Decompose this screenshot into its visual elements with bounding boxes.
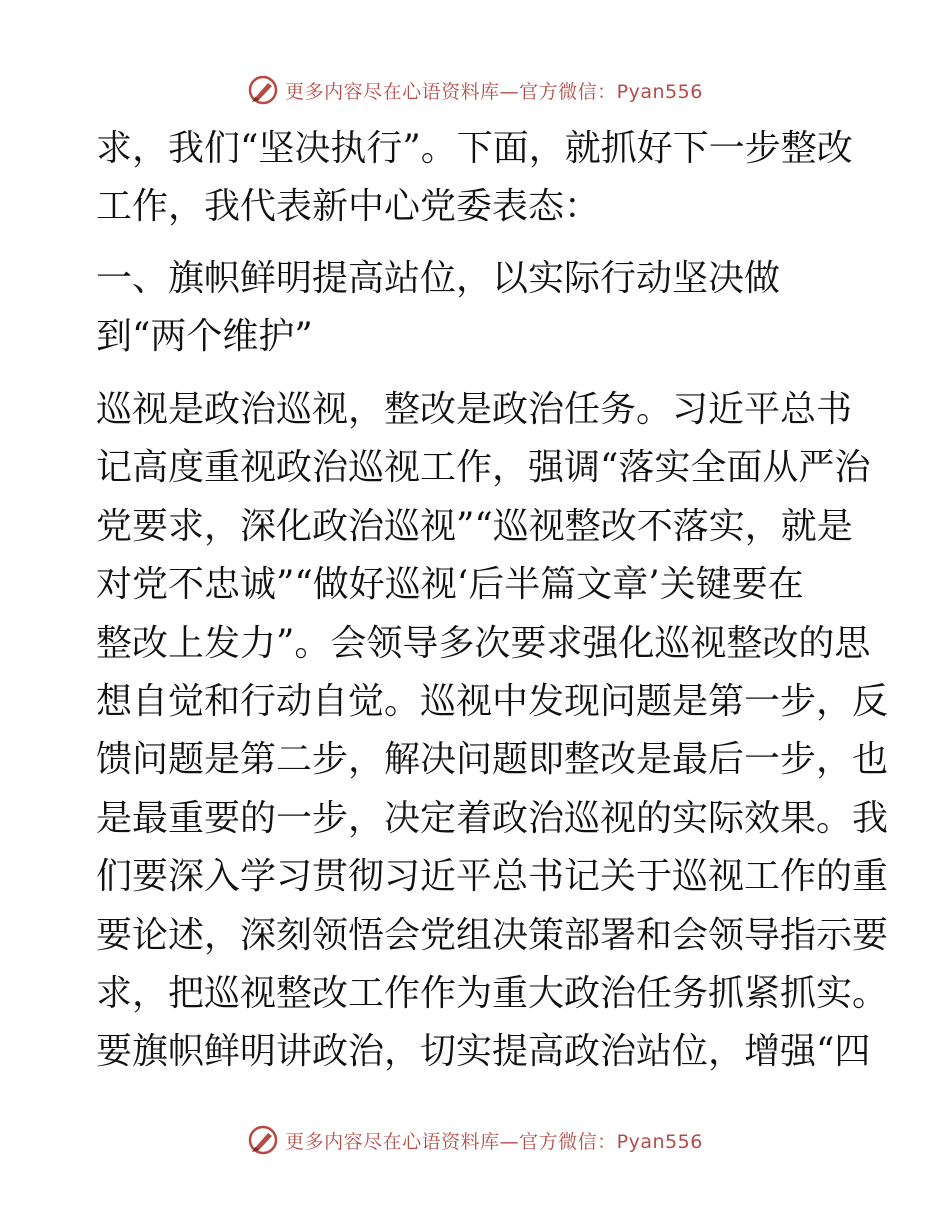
body-line: 整改上发力”。会领导多次要求强化巡视整改的思 [96, 623, 871, 664]
body-line: 们要深入学习贯彻习近平总书记关于巡视工作的重 [96, 856, 889, 897]
intro-line: 工作，我代表新中心党委表态： [96, 186, 601, 227]
section-heading-line: 一、旗帜鲜明提高站位，以实际行动坚决做 [96, 258, 781, 299]
body-line: 要论述，深刻领悟会党组决策部署和会领导指示要 [96, 915, 889, 956]
body-line: 是最重要的一步，决定着政治巡视的实际效果。我 [96, 798, 889, 839]
watermark-text: 更多内容尽在心语资料库—官方微信：Pyan556 [285, 1130, 703, 1153]
section-heading-line: 到“两个维护” [96, 316, 313, 357]
pen-logo-icon [247, 1124, 279, 1156]
body-line: 要旗帜鲜明讲政治，切实提高政治站位，增强“四 [96, 1031, 871, 1072]
footer-watermark [0, 1120, 950, 1160]
body-line: 记高度重视政治巡视工作，强调“落实全面从严治 [96, 447, 871, 488]
watermark-text: 更多内容尽在心语资料库—官方微信：Pyan556 [285, 80, 703, 103]
body-line: 巡视是政治巡视，整改是政治任务。习近平总书 [96, 389, 853, 430]
intro-line: 求，我们“坚决执行”。下面，就抓好下一步整改 [96, 128, 853, 169]
body-line: 对党不忠诚”“做好巡视‘后半篇文章’关键要在 [96, 564, 804, 605]
body-line: 党要求，深化政治巡视”“巡视整改不落实，就是 [96, 506, 853, 547]
body-line: 想自觉和行动自觉。巡视中发现问题是第一步，反 [96, 681, 889, 722]
body-line: 求，把巡视整改工作作为重大政治任务抓紧抓实。 [96, 973, 889, 1014]
body-line: 馈问题是第二步，解决问题即整改是最后一步，也 [96, 739, 889, 780]
